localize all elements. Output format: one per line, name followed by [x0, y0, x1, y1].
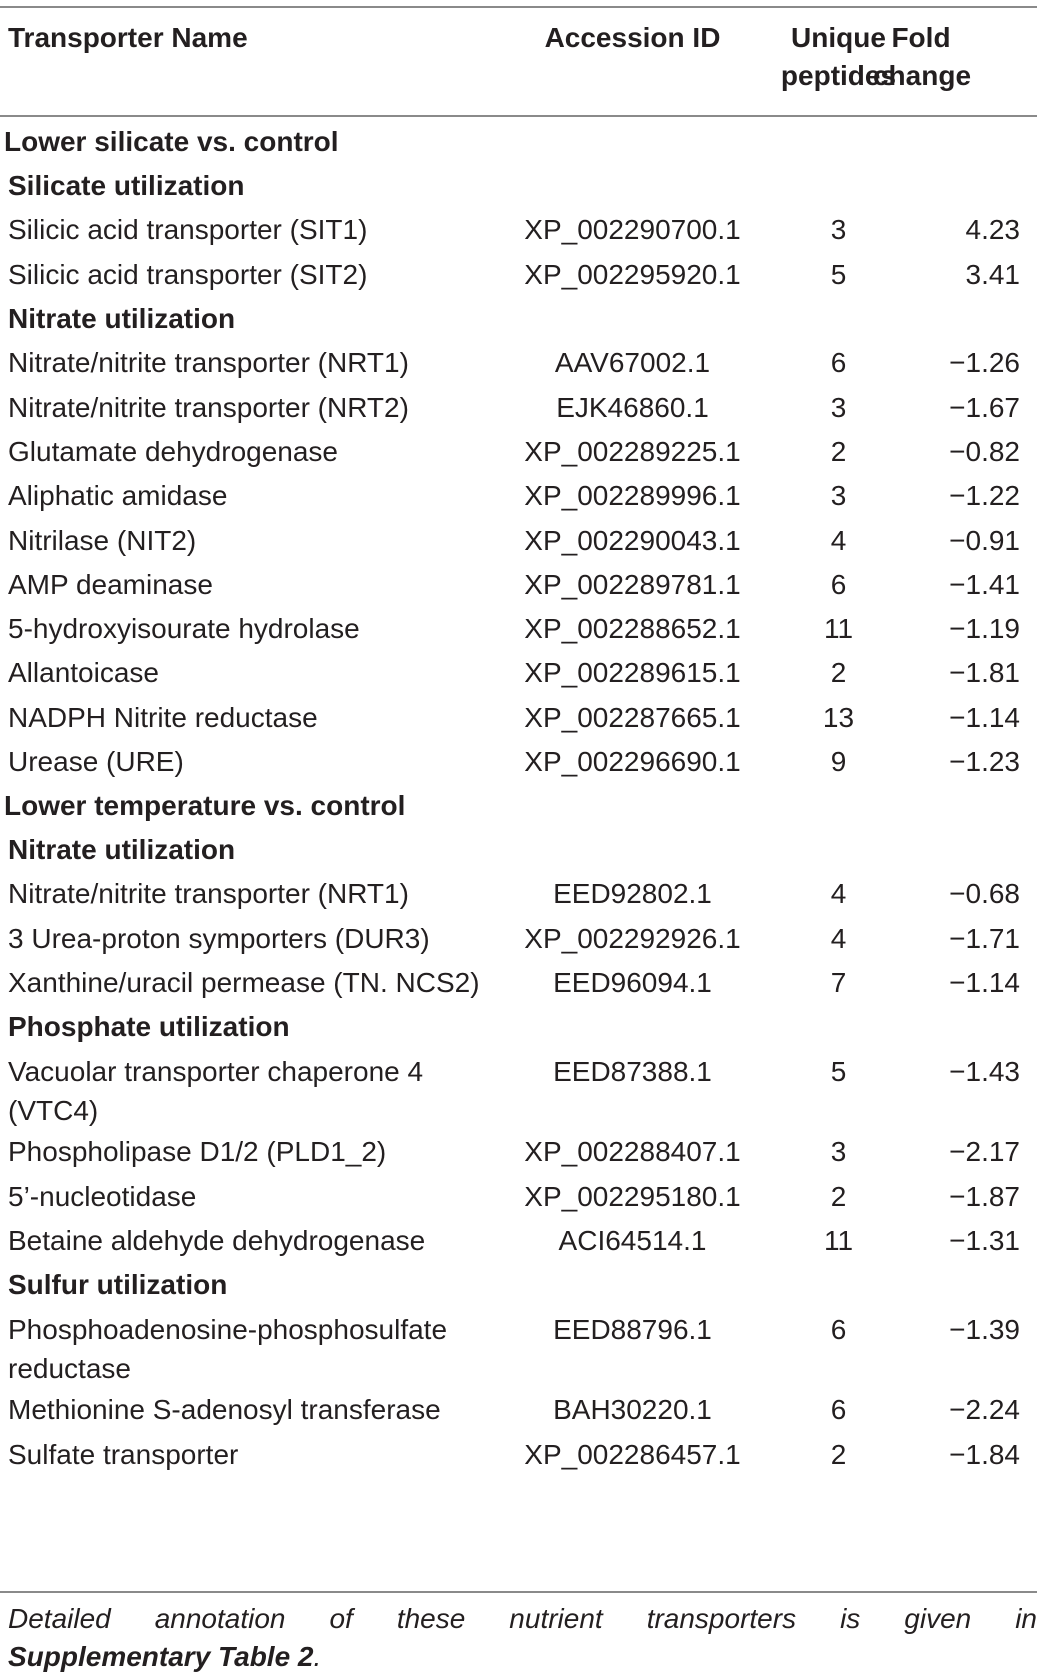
- cell-unique-peptides: 11: [823, 1225, 854, 1256]
- cell-transporter-name: Betaine aldehyde dehydrogenase: [8, 1225, 426, 1256]
- cell-accession-id: EJK46860.1: [556, 392, 709, 423]
- footnote-reference: Supplementary Table 2: [8, 1641, 314, 1672]
- cell-fold-change: −1.23: [949, 746, 1020, 777]
- cell-transporter-name: Sulfate transporter: [8, 1439, 239, 1470]
- cell-accession-id: EED92802.1: [553, 878, 712, 909]
- cell-unique-peptides: 6: [830, 1314, 847, 1345]
- cell-unique-peptides: 3: [830, 392, 847, 423]
- cell-transporter-name: Xanthine/uracil permease (TN. NCS2): [8, 967, 480, 998]
- cell-accession-id: XP_002295920.1: [524, 259, 741, 290]
- cell-accession-id: XP_002288652.1: [524, 613, 741, 644]
- cell-accession-id: XP_002289225.1: [524, 436, 741, 467]
- cell-transporter-name: Nitrilase (NIT2): [8, 525, 197, 556]
- header-fold-change-line2: change: [872, 60, 972, 91]
- cell-accession-id: EED88796.1: [553, 1314, 712, 1345]
- cell-transporter-name: Phosphoadenosine-phosphosulfate reductase: [8, 1314, 448, 1384]
- cell-unique-peptides: 6: [830, 347, 847, 378]
- footnote-text: Detailed annotation of these nutrient transporters is given in: [8, 1603, 1037, 1634]
- header-unique-peptides-line1: Unique: [791, 22, 886, 53]
- cell-unique-peptides: 5: [830, 259, 847, 290]
- cell-transporter-name: Nitrate/nitrite transporter (NRT2): [8, 392, 409, 423]
- cell-accession-id: XP_002290043.1: [524, 525, 741, 556]
- cell-transporter-name: Glutamate dehydrogenase: [8, 436, 338, 467]
- cell-fold-change: −1.14: [949, 967, 1020, 998]
- cell-fold-change: 4.23: [965, 214, 1020, 245]
- cell-fold-change: −2.24: [949, 1394, 1020, 1425]
- cell-fold-change: −1.71: [949, 923, 1020, 954]
- cell-accession-id: ACI64514.1: [558, 1225, 707, 1256]
- cell-unique-peptides: 4: [830, 525, 847, 556]
- cell-transporter-name: NADPH Nitrite reductase: [8, 702, 318, 733]
- cell-accession-id: XP_002289996.1: [524, 480, 741, 511]
- header-accession-id: Accession ID: [544, 22, 721, 53]
- cell-unique-peptides: 11: [823, 613, 854, 644]
- cell-fold-change: 3.41: [965, 259, 1020, 290]
- cell-fold-change: −1.19: [949, 613, 1020, 644]
- cell-accession-id: XP_002292926.1: [524, 923, 741, 954]
- footnote-line-2: [8, 1638, 321, 1676]
- footnote-end: .: [313, 1641, 322, 1672]
- section-heading: Nitrate utilization: [8, 834, 236, 865]
- cell-unique-peptides: 2: [830, 436, 847, 467]
- cell-transporter-name: Nitrate/nitrite transporter (NRT1): [8, 878, 409, 909]
- cell-transporter-name: 5-hydroxyisourate hydrolase: [8, 613, 360, 644]
- header-transporter-name: Transporter Name: [8, 22, 248, 53]
- cell-unique-peptides: 4: [830, 923, 847, 954]
- cell-fold-change: −1.81: [949, 657, 1020, 688]
- cell-transporter-name: 5’-nucleotidase: [8, 1181, 197, 1212]
- cell-transporter-name: Phospholipase D1/2 (PLD1_2): [8, 1136, 387, 1167]
- cell-accession-id: XP_002287665.1: [524, 702, 741, 733]
- cell-unique-peptides: 2: [830, 1439, 847, 1470]
- cell-unique-peptides: 2: [830, 1181, 847, 1212]
- section-heading: Nitrate utilization: [8, 303, 236, 334]
- cell-unique-peptides: 6: [830, 569, 847, 600]
- cell-unique-peptides: 2: [830, 657, 847, 688]
- cell-unique-peptides: 4: [830, 878, 847, 909]
- cell-accession-id: XP_002286457.1: [524, 1439, 741, 1470]
- cell-fold-change: −1.43: [949, 1056, 1020, 1087]
- cell-unique-peptides: 3: [830, 1136, 847, 1167]
- group-heading: Lower silicate vs. control: [4, 126, 339, 157]
- cell-accession-id: BAH30220.1: [553, 1394, 712, 1425]
- cell-accession-id: XP_002290700.1: [524, 214, 741, 245]
- bottom-rule: [0, 1591, 1037, 1593]
- cell-transporter-name: Silicic acid transporter (SIT2): [8, 259, 368, 290]
- cell-transporter-name: Urease (URE): [8, 746, 184, 777]
- section-heading: Sulfur utilization: [8, 1269, 228, 1300]
- cell-unique-peptides: 3: [830, 480, 847, 511]
- cell-fold-change: −0.91: [949, 525, 1020, 556]
- cell-accession-id: XP_002289615.1: [524, 657, 741, 688]
- cell-unique-peptides: 9: [830, 746, 847, 777]
- cell-transporter-name: Vacuolar transporter chaperone 4 (VTC4): [8, 1056, 424, 1126]
- cell-unique-peptides: 5: [830, 1056, 847, 1087]
- cell-fold-change: −1.39: [949, 1314, 1020, 1345]
- cell-accession-id: XP_002288407.1: [524, 1136, 741, 1167]
- cell-fold-change: −1.26: [949, 347, 1020, 378]
- cell-transporter-name: Silicic acid transporter (SIT1): [8, 214, 368, 245]
- section-heading: Silicate utilization: [8, 170, 245, 201]
- header-rule: [0, 115, 1037, 117]
- cell-transporter-name: AMP deaminase: [8, 569, 213, 600]
- cell-fold-change: −1.14: [949, 702, 1020, 733]
- cell-accession-id: XP_002295180.1: [524, 1181, 741, 1212]
- cell-fold-change: −1.87: [949, 1181, 1020, 1212]
- cell-fold-change: −0.82: [949, 436, 1020, 467]
- cell-unique-peptides: 7: [830, 967, 847, 998]
- cell-fold-change: −1.84: [949, 1439, 1020, 1470]
- cell-transporter-name: 3 Urea-proton symporters (DUR3): [8, 923, 430, 954]
- cell-accession-id: EED96094.1: [553, 967, 712, 998]
- cell-fold-change: −1.22: [949, 480, 1020, 511]
- cell-accession-id: XP_002296690.1: [524, 746, 741, 777]
- header-unique-peptides-line2: peptides: [780, 60, 897, 91]
- cell-fold-change: −0.68: [949, 878, 1020, 909]
- cell-fold-change: −1.67: [949, 392, 1020, 423]
- group-heading: Lower temperature vs. control: [4, 790, 406, 821]
- footnote-line-1: [8, 1600, 1037, 1638]
- cell-fold-change: −1.41: [949, 569, 1020, 600]
- cell-transporter-name: Nitrate/nitrite transporter (NRT1): [8, 347, 409, 378]
- cell-fold-change: −1.31: [949, 1225, 1020, 1256]
- cell-unique-peptides: 13: [822, 702, 855, 733]
- cell-unique-peptides: 6: [830, 1394, 847, 1425]
- cell-fold-change: −2.17: [949, 1136, 1020, 1167]
- cell-unique-peptides: 3: [830, 214, 847, 245]
- header-fold-change-line1: Fold: [891, 22, 951, 53]
- cell-transporter-name: Aliphatic amidase: [8, 480, 228, 511]
- cell-accession-id: EED87388.1: [553, 1056, 712, 1087]
- section-heading: Phosphate utilization: [8, 1011, 290, 1042]
- cell-accession-id: AAV67002.1: [554, 347, 711, 378]
- top-rule: [0, 6, 1037, 8]
- cell-transporter-name: Methionine S-adenosyl transferase: [8, 1394, 441, 1425]
- cell-accession-id: XP_002289781.1: [524, 569, 741, 600]
- cell-transporter-name: Allantoicase: [8, 657, 159, 688]
